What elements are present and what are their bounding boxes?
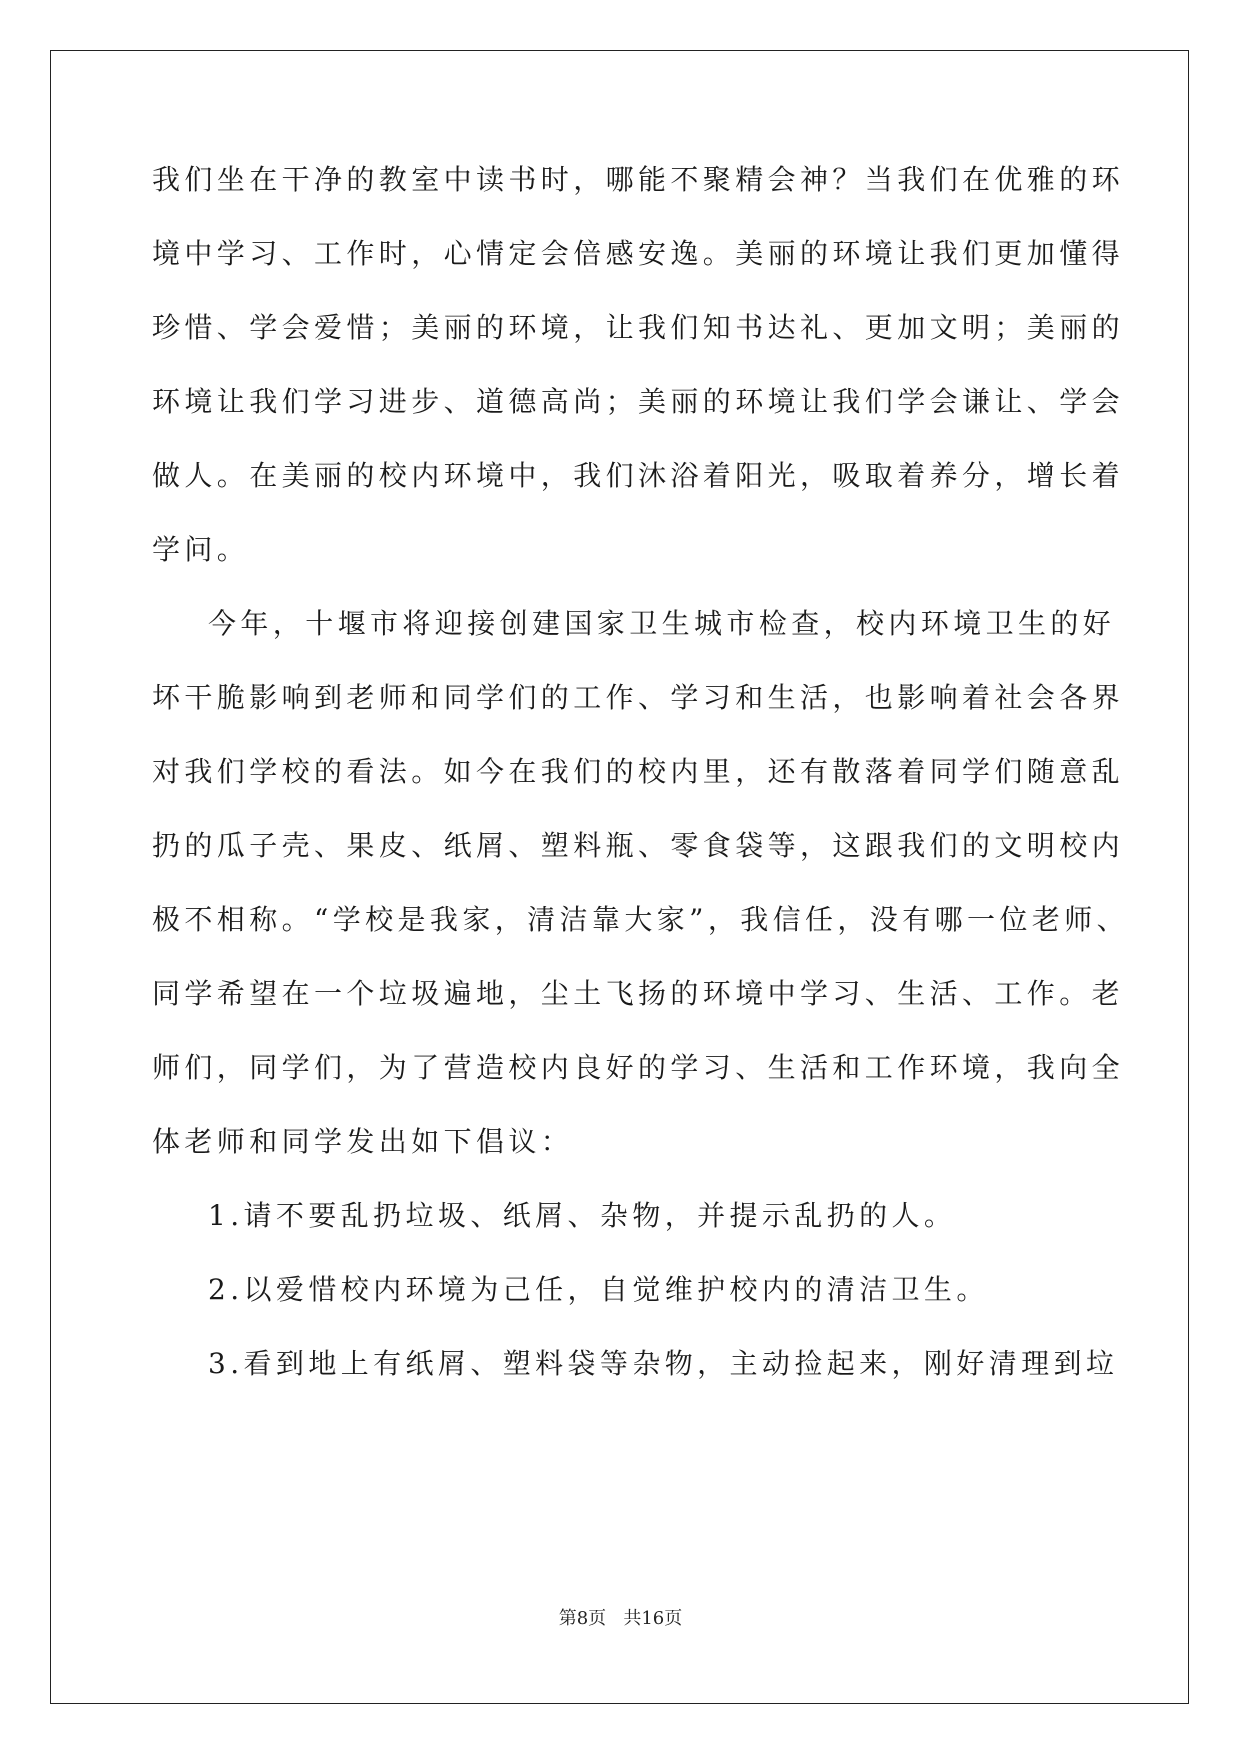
text-line: 学问。 bbox=[152, 533, 250, 566]
text-line: 体老师和同学发出如下倡议： bbox=[152, 1125, 574, 1158]
paragraph-start-line: 今年，十堰市将迎接创建国家卫生城市检查，校内环境卫生的好 bbox=[208, 607, 1116, 640]
footer-gap bbox=[606, 1608, 623, 1629]
page-total: 共16页 bbox=[623, 1608, 683, 1629]
list-item-2: 2.以爱惜校内环境为己任，自觉维护校内的清洁卫生。 bbox=[208, 1273, 989, 1306]
text-line: 极不相称。“学校是我家，清洁靠大家”，我信任，没有哪一位老师、 bbox=[152, 903, 1130, 936]
list-item-1: 1.请不要乱扔垃圾、纸屑、杂物，并提示乱扔的人。 bbox=[208, 1199, 957, 1232]
text-line: 我们坐在干净的教室中读书时，哪能不聚精会神？当我们在优雅的环 bbox=[152, 163, 1125, 196]
text-line: 境中学习、工作时，心情定会倍感安逸。美丽的环境让我们更加懂得 bbox=[152, 237, 1125, 270]
text-line: 做人。在美丽的校内环境中，我们沐浴着阳光，吸取着养分，增长着 bbox=[152, 459, 1125, 492]
page-footer bbox=[0, 1604, 1241, 1630]
page-number: 第8页 bbox=[558, 1608, 607, 1629]
text-line: 扔的瓜子壳、果皮、纸屑、塑料瓶、零食袋等，这跟我们的文明校内 bbox=[152, 829, 1125, 862]
text-line: 珍惜、学会爱惜；美丽的环境，让我们知书达礼、更加文明；美丽的 bbox=[152, 311, 1125, 344]
text-line: 环境让我们学习进步、道德高尚；美丽的环境让我们学会谦让、学会 bbox=[152, 385, 1125, 418]
text-line: 对我们学校的看法。如今在我们的校内里，还有散落着同学们随意乱 bbox=[152, 755, 1125, 788]
text-line: 师们，同学们，为了营造校内良好的学习、生活和工作环境，我向全 bbox=[152, 1051, 1125, 1084]
text-line: 坏干脆影响到老师和同学们的工作、学习和生活，也影响着社会各界 bbox=[152, 681, 1125, 714]
page-border bbox=[50, 50, 1189, 1704]
list-item-3: 3.看到地上有纸屑、塑料袋等杂物，主动捡起来，刚好清理到垃 bbox=[208, 1347, 1119, 1380]
text-line: 同学希望在一个垃圾遍地，尘土飞扬的环境中学习、生活、工作。老 bbox=[152, 977, 1125, 1010]
